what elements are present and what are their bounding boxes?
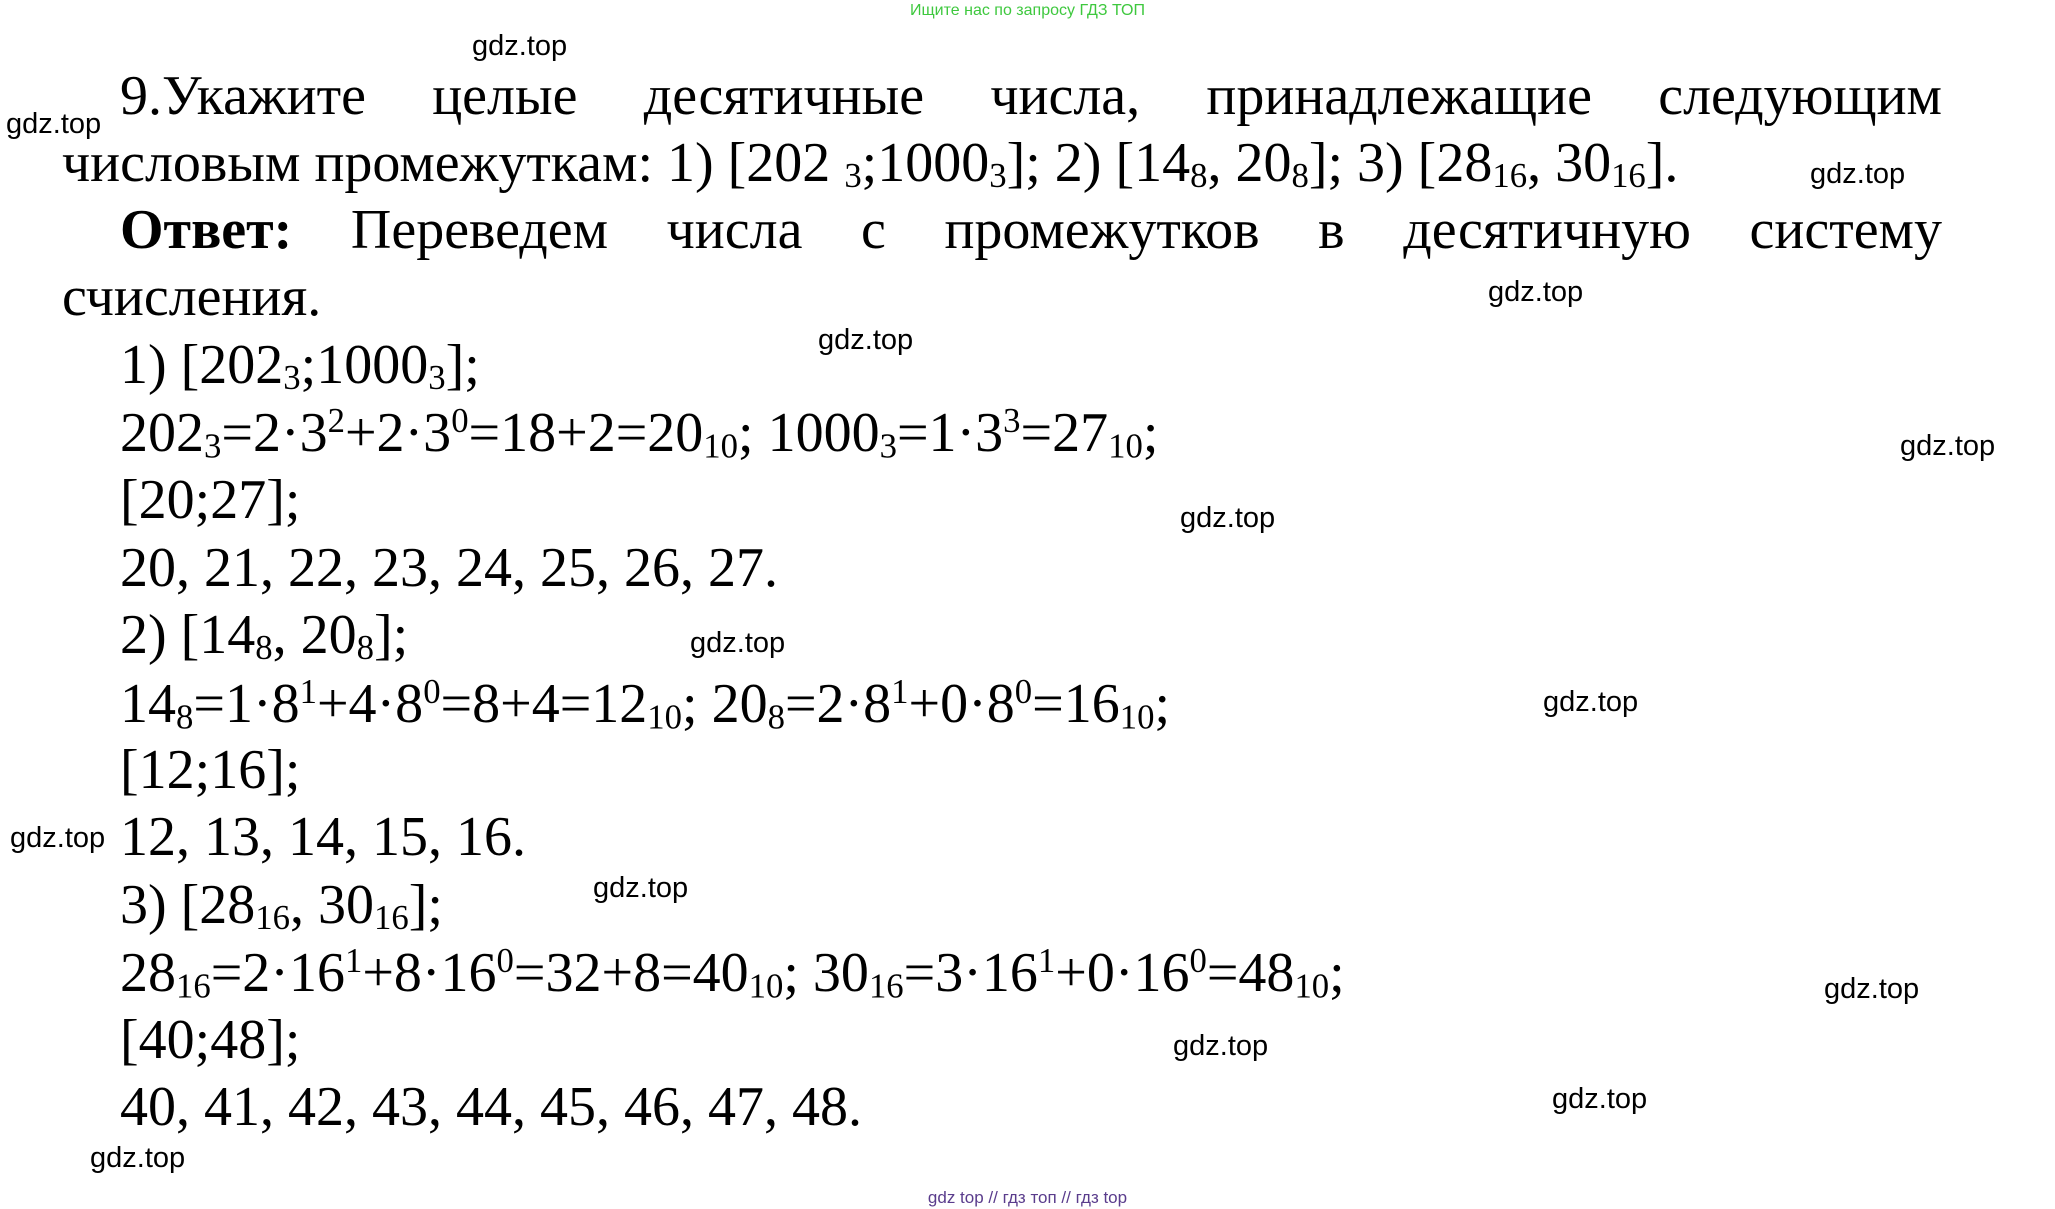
watermark: gdz.top [593, 872, 689, 904]
watermark: gdz.top [6, 108, 102, 140]
watermark: gdz.top [10, 822, 106, 854]
task-line-1: 9.Укажите целые десятичные числа, принадлежащие следующим [120, 65, 1942, 127]
s1-equation: $2023=2\cdot 3^2+2\cdot 3^0=18+2=2010$; $10003=1\cdot 3^3=2710$; [120, 401, 1159, 466]
s2-header: 2) [148, 208]; [120, 604, 409, 668]
s1-interval: [20;27]; [120, 469, 301, 531]
bottom-banner: gdz top // гдз топ // гдз top [927, 1188, 1128, 1207]
s3-header: 3) [2816, 3016]; [120, 874, 443, 938]
top-banner: Ищите нас по запросу ГДЗ ТОП [910, 2, 1145, 19]
s2-interval: [12;16]; [120, 739, 301, 801]
watermark: gdz.top [1488, 276, 1584, 308]
s1-header: 1) [2023;10003]; [120, 334, 480, 398]
watermark: gdz.top [1173, 1030, 1269, 1062]
watermark: gdz.top [1180, 502, 1276, 534]
s3-equation: $2816=2\cdot 16^1+8\cdot 16^0=32+8=4010$; $3016=3\cdot 16^1+0\cdot 16^0=4810$; [120, 941, 1345, 1006]
answer-line-1: Ответ: Переведем числа с промежутков в десятичную систему [120, 199, 1942, 261]
watermark: gdz.top [1810, 158, 1906, 190]
s1-list: 20, 21, 22, 23, 24, 25, 26, 27. [120, 537, 778, 599]
task-line-2: числовым промежуткам: 1) [202 3;10003]; 2) [148, 208]; 3) [2816, 3016]. [62, 132, 1679, 196]
s3-interval: [40;48]; [120, 1009, 301, 1071]
watermark: gdz.top [1543, 686, 1639, 718]
watermark: gdz.top [472, 30, 568, 62]
s2-equation: $148=1\cdot 8^1+4\cdot 8^0=8+4=1210$; $208=2\cdot 8^1+0\cdot 8^0=1610$; [120, 672, 1170, 737]
s3-list: 40, 41, 42, 43, 44, 45, 46, 47, 48. [120, 1076, 862, 1138]
answer-label: Ответ: [120, 199, 293, 261]
watermark: gdz.top [818, 324, 914, 356]
watermark: gdz.top [1552, 1083, 1648, 1115]
watermark: gdz.top [90, 1142, 186, 1174]
watermark: gdz.top [1824, 973, 1920, 1005]
answer-line-2: счисления. [62, 266, 322, 328]
s2-list: 12, 13, 14, 15, 16. [120, 806, 526, 868]
watermark: gdz.top [690, 627, 786, 659]
watermark: gdz.top [1900, 430, 1996, 462]
